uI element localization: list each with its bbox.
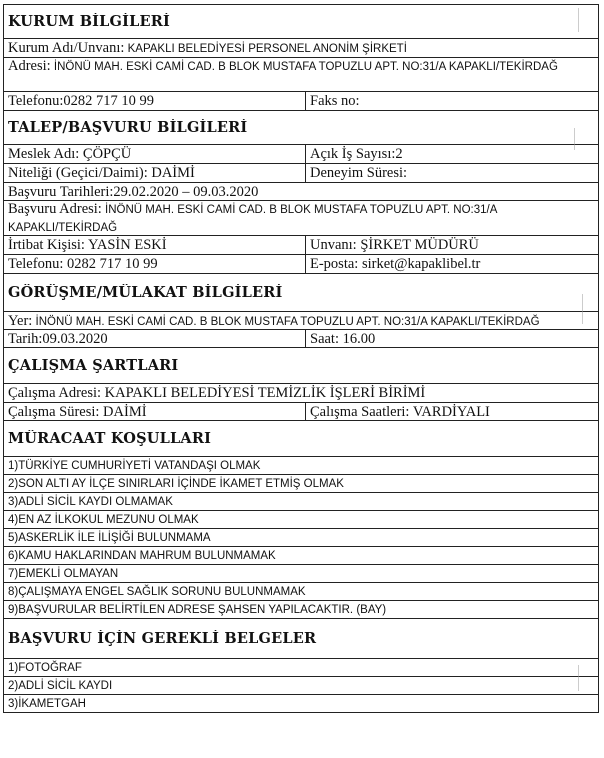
section-header-muracaat <box>4 421 598 457</box>
scan-artifact <box>582 294 583 324</box>
field-label: Adresi: <box>8 58 51 74</box>
field-value: İNÖNÜ MAH. ESKİ CAMİ CAD. B BLOK MUSTAFA TOPUZLU APT. NO:31/A KAPAKLI/TEKİRDAĞ <box>8 204 497 234</box>
work-duration: Çalışma Süresi: DAİMİ <box>4 403 306 420</box>
kurum-name-row <box>4 39 598 58</box>
job-posting-form <box>3 4 599 713</box>
field-value: KAPAKLI BELEDİYESİ PERSONEL ANONİM ŞİRKETİ <box>124 43 407 55</box>
talep-nitelik-row <box>4 164 598 183</box>
list-item: 2)SON ALTI AY İLÇE SINIRLARI İÇİNDE İKAMET ETMİŞ OLMAK <box>4 475 598 493</box>
fax-field: Faks no: <box>310 93 360 109</box>
section-header-gorusme <box>4 274 598 312</box>
talep-contact-row <box>4 236 598 255</box>
section-header-kurum <box>4 5 598 39</box>
field-label: Kurum Adı/Unvanı: <box>8 40 125 56</box>
field-label: Yer: <box>8 313 33 329</box>
section-title: MÜRACAAT KOŞULLARI <box>8 430 212 447</box>
talep-dates-row <box>4 183 598 201</box>
talep-address-row <box>4 201 598 236</box>
list-item: 1)TÜRKİYE CUMHURİYETİ VATANDAŞI OLMAK <box>4 457 598 475</box>
calisma-address-row <box>4 384 598 403</box>
list-item: 1)FOTOĞRAF <box>4 659 598 677</box>
nature-field: Niteliği (Geçici/Daimi): DAİMİ <box>4 164 306 182</box>
kurum-phone-row <box>4 92 598 111</box>
section-title: BAŞVURU İÇİN GEREKLİ BELGELER <box>8 630 317 647</box>
section-title: TALEP/BAŞVURU BİLGİLERİ <box>8 119 248 136</box>
list-item: 5)ASKERLİK İLE İLİŞİĞİ BULUNMAMA <box>4 529 598 547</box>
scan-artifact <box>574 128 575 150</box>
work-address: Çalışma Adresi: KAPAKLI BELEDİYESİ TEMİZLİK İŞLERİ BİRİMİ <box>8 385 426 401</box>
experience-field: Deneyim Süresi: <box>310 165 408 181</box>
email-field: E-posta: sirket@kapaklibel.tr <box>310 256 481 272</box>
section-title: ÇALIŞMA ŞARTLARI <box>8 357 179 374</box>
list-item: 3)ADLİ SİCİL KAYDI OLMAMAK <box>4 493 598 511</box>
calisma-time-row <box>4 403 598 421</box>
title-field: Unvanı: ŞİRKET MÜDÜRÜ <box>310 237 479 253</box>
interview-time: Saat: 16.00 <box>310 331 376 347</box>
section-header-belgeler <box>4 619 598 659</box>
list-item: 3)İKAMETGAH <box>4 695 598 713</box>
work-hours: Çalışma Saatleri: VARDİYALI <box>310 404 490 420</box>
list-item: 2)ADLİ SİCİL KAYDI <box>4 677 598 695</box>
list-item: 8)ÇALIŞMAYA ENGEL SAĞLIK SORUNU BULUNMAMAK <box>4 583 598 601</box>
section-header-calisma <box>4 348 598 384</box>
phone-field: Telefonu:0282 717 10 99 <box>4 92 306 110</box>
interview-date: Tarih:09.03.2020 <box>4 330 306 347</box>
gorusme-place-row <box>4 312 598 330</box>
field-value: İNÖNÜ MAH. ESKİ CAMİ CAD. B BLOK MUSTAFA TOPUZLU APT. NO:31/A KAPAKLI/TEKİRDAĞ <box>50 61 558 73</box>
occupation-field: Meslek Adı: ÇÖPÇÜ <box>4 145 306 163</box>
talep-phone-row <box>4 255 598 274</box>
field-label: Başvuru Adresi: <box>8 201 102 217</box>
field-value: İNÖNÜ MAH. ESKİ CAMİ CAD. B BLOK MUSTAFA TOPUZLU APT. NO:31/A KAPAKLI/TEKİRDAĞ <box>32 316 540 328</box>
gorusme-time-row <box>4 330 598 348</box>
scan-artifact <box>578 8 579 32</box>
list-item: 4)EN AZ İLKOKUL MEZUNU OLMAK <box>4 511 598 529</box>
talep-meslek-row <box>4 145 598 164</box>
open-jobs-field: Açık İş Sayısı:2 <box>310 146 403 162</box>
section-header-talep <box>4 111 598 145</box>
section-title: GÖRÜŞME/MÜLAKAT BİLGİLERİ <box>8 284 283 301</box>
list-item: 9)BAŞVURULAR BELİRTİLEN ADRESE ŞAHSEN YAPILACAKTIR. (BAY) <box>4 601 598 619</box>
phone-field: Telefonu: 0282 717 10 99 <box>4 255 306 273</box>
list-item: 6)KAMU HAKLARINDAN MAHRUM BULUNMAMAK <box>4 547 598 565</box>
contact-person-field: İrtibat Kişisi: YASİN ESKİ <box>4 236 306 254</box>
list-item: 7)EMEKLİ OLMAYAN <box>4 565 598 583</box>
section-title: KURUM BİLGİLERİ <box>8 13 171 30</box>
application-dates: Başvuru Tarihleri:29.02.2020 – 09.03.2020 <box>8 184 259 200</box>
scan-artifact <box>578 665 579 691</box>
kurum-address-row <box>4 58 598 92</box>
